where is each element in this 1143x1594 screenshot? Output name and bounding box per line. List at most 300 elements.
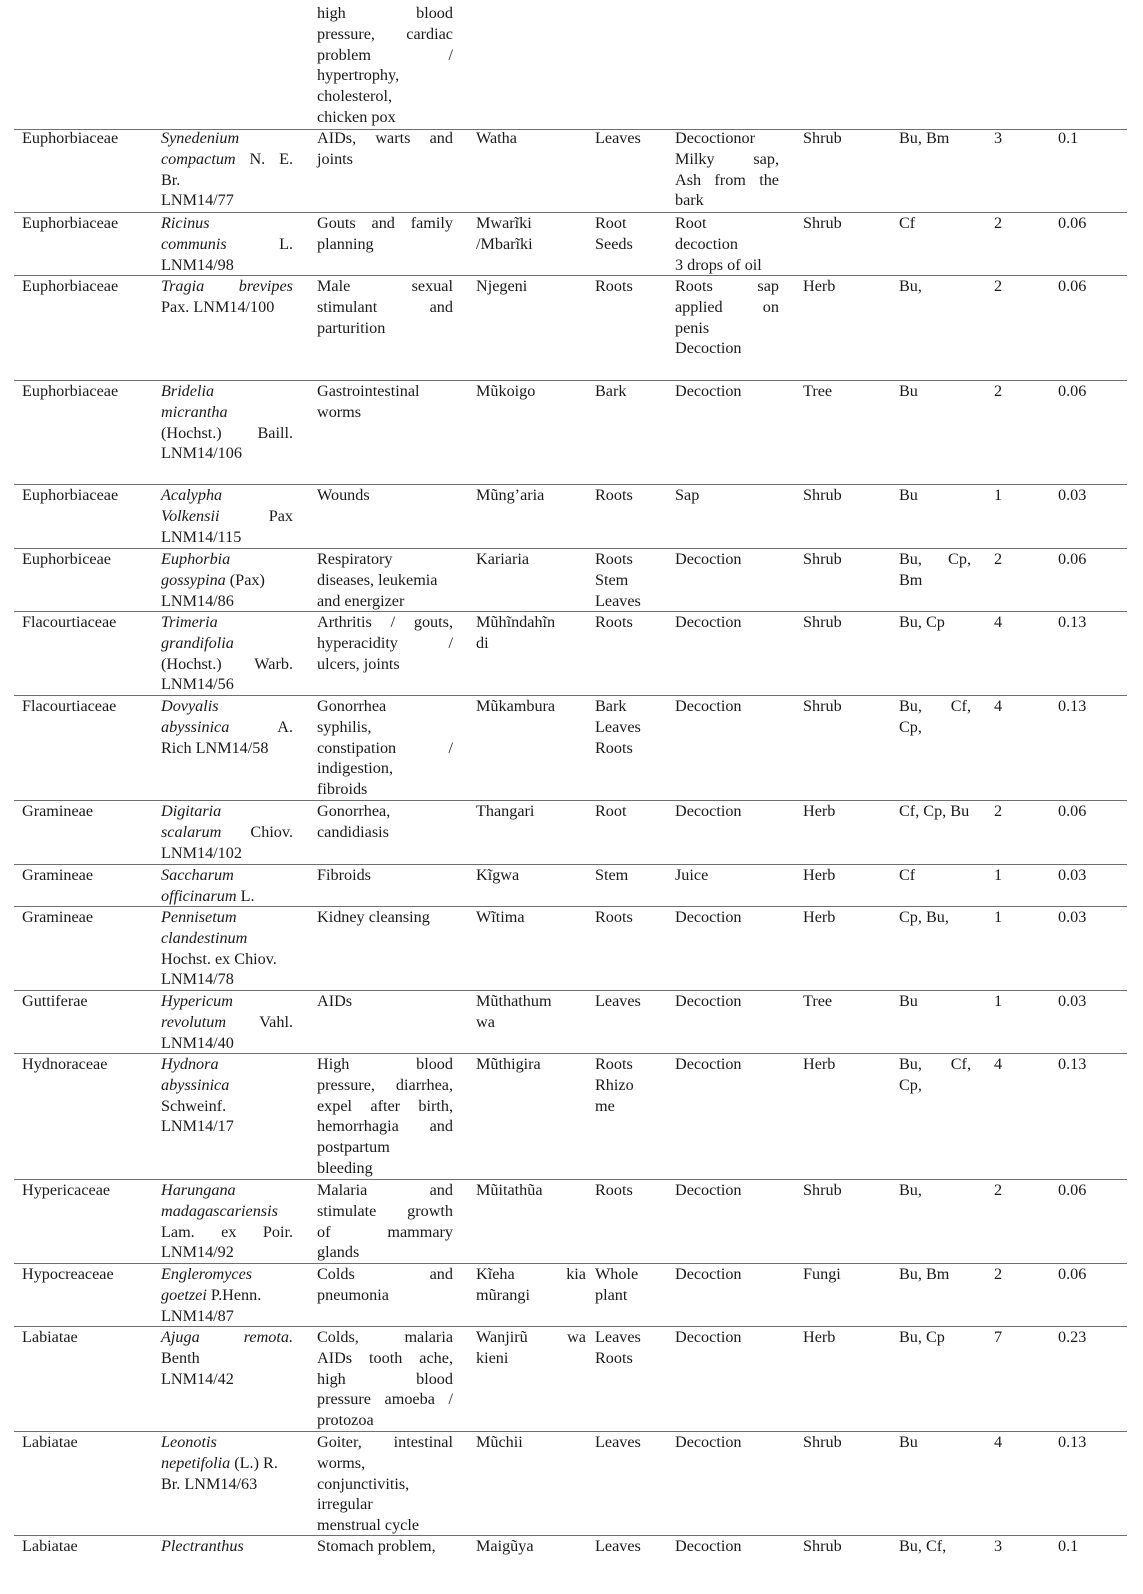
preparation-line: penis: [675, 318, 710, 337]
preparation-line: Decoction: [675, 339, 742, 358]
part-used-cell: [595, 907, 667, 928]
preparation-cell: [675, 801, 779, 822]
part-used-cell: [595, 381, 667, 402]
uses-line: hyperacidity /: [317, 633, 453, 652]
family-cell: Labiatae: [22, 1537, 78, 1555]
uses-cell: [317, 696, 453, 800]
uses-line: Malaria and: [317, 1181, 453, 1199]
local-name-cell: [476, 1264, 586, 1306]
uses-line: protozoa: [317, 1411, 374, 1430]
uses-line: postpartum: [317, 1138, 390, 1157]
species-line: [161, 149, 293, 170]
species-line: [161, 1536, 293, 1557]
uses-cell: [317, 612, 453, 674]
uses-line: of mammary: [317, 1222, 453, 1241]
count-cell: 3: [994, 129, 1003, 147]
part-used-cell: [595, 276, 667, 297]
species-name: communis: [161, 234, 227, 253]
species-line: [161, 190, 293, 211]
species-line: [161, 1054, 293, 1075]
species-line: [161, 1369, 293, 1390]
part-used-cell: [595, 612, 667, 633]
species-name: abyssinica: [161, 717, 230, 736]
value-cell: 0.06: [1058, 382, 1087, 400]
species-line: [161, 423, 293, 444]
habit-cell: Tree: [803, 992, 833, 1010]
preparation-line: Roots sap: [675, 277, 779, 295]
species-cell: [161, 612, 293, 695]
family-cell: Euphorbiaceae: [22, 277, 119, 295]
local-name-line: /Mbarĩki: [476, 234, 533, 253]
preparation-cell: [675, 213, 779, 275]
preparation-line: Decoction: [675, 908, 742, 926]
preparation-cell: [675, 128, 779, 211]
uses-line: worms,: [317, 1453, 366, 1472]
species-line: [161, 549, 293, 570]
species-authority: LNM14/102: [161, 843, 242, 862]
preparation-line: Decoction: [675, 1265, 742, 1283]
species-authority: P.Henn.: [206, 1285, 262, 1304]
species-authority: Lam. ex Poir.: [161, 1222, 293, 1241]
part-used-cell: [595, 865, 667, 886]
species-cell: [161, 485, 293, 547]
local-name-line: Kariaria: [476, 550, 530, 568]
uses-line: Gonorrhea: [317, 697, 387, 715]
preparation-line: Ash from the: [675, 170, 779, 189]
preparation-cell: [675, 1054, 779, 1075]
uses-cell: [317, 907, 453, 928]
local-name-line: Maigũya: [476, 1537, 534, 1555]
species-name: Plectranthus: [161, 1537, 244, 1555]
species-line: [161, 1201, 293, 1222]
habit-cell: Shrub: [803, 1181, 842, 1199]
local-name-line: Mũkambura: [476, 697, 556, 715]
species-line: [161, 991, 293, 1012]
local-name-line: Mũthathum: [476, 992, 552, 1010]
habit-cell: Shrub: [803, 214, 842, 232]
preparation-line: Decoction: [675, 1537, 742, 1555]
local-name-line: Wĩtima: [476, 908, 525, 926]
part-used-line: Roots: [595, 277, 633, 295]
preparation-line: Decoction: [675, 992, 742, 1010]
part-used-line: Leaves: [595, 591, 641, 610]
value-cell: 0.23: [1058, 1328, 1087, 1346]
local-name-cell: [476, 696, 586, 717]
regions-cell: Bu,: [899, 1181, 922, 1199]
preparation-cell: [675, 485, 779, 506]
species-line: [161, 612, 293, 633]
uses-line: joints: [317, 149, 353, 168]
uses-line: stimulant and: [317, 297, 453, 316]
part-used-line: me: [595, 1096, 615, 1115]
local-name-line: Kĩgwa: [476, 866, 520, 884]
family-cell: Labiatae: [22, 1328, 78, 1346]
local-name-line: Njegeni: [476, 277, 528, 295]
species-line: [161, 402, 293, 423]
uses-line: Gastrointestinal: [317, 382, 420, 400]
local-name-cell: [476, 1536, 586, 1557]
uses-line: AIDs: [317, 992, 353, 1010]
local-name-cell: [476, 801, 586, 822]
species-cell: [161, 276, 293, 318]
habit-cell: Herb: [803, 866, 836, 884]
part-used-line: Seeds: [595, 234, 633, 253]
regions-cell: Bu: [899, 382, 918, 400]
preparation-line: Decoction: [675, 1328, 742, 1346]
count-cell: 7: [994, 1328, 1003, 1346]
species-authority: Pax: [219, 506, 293, 525]
local-name-line: Mũkoigo: [476, 382, 536, 400]
species-line: [161, 674, 293, 695]
species-name: Bridelia: [161, 382, 215, 400]
count-cell: 4: [994, 1055, 1003, 1073]
uses-line: pressure amoeba /: [317, 1390, 453, 1409]
part-used-line: Root: [595, 802, 627, 820]
species-authority: LNM14/86: [161, 591, 234, 610]
local-name-line: Mũitathũa: [476, 1181, 543, 1199]
species-line: [161, 485, 293, 506]
part-used-cell: [595, 213, 667, 255]
uses-line: expel after birth,: [317, 1096, 453, 1115]
species-name: Harungana: [161, 1181, 236, 1199]
value-cell: 0.06: [1058, 802, 1087, 820]
preparation-line: Decoction: [675, 697, 742, 715]
habit-cell: Fungi: [803, 1265, 841, 1283]
species-line: [161, 969, 293, 990]
uses-line: Colds, malaria: [317, 1328, 453, 1346]
species-name: revolutum: [161, 1012, 227, 1031]
species-name: Dovyalis: [161, 697, 219, 715]
local-name-cell: [476, 865, 586, 886]
species-cell: [161, 213, 293, 275]
uses-line: Arthritis / gouts,: [317, 613, 453, 631]
value-cell: 0.1: [1058, 129, 1079, 147]
preparation-cell: [675, 1432, 779, 1453]
part-used-cell: [595, 485, 667, 506]
species-line: [161, 1242, 293, 1263]
part-used-cell: [595, 801, 667, 822]
regions-cell: Cf: [899, 214, 916, 232]
species-cell: [161, 1536, 293, 1557]
species-name: remota.: [243, 1328, 293, 1346]
value-cell: 0.03: [1058, 992, 1087, 1010]
local-name-line: mũrangi: [476, 1285, 530, 1304]
count-cell: 2: [994, 1181, 1003, 1199]
species-name: Hydnora: [161, 1055, 219, 1073]
part-used-line: Whole: [595, 1265, 639, 1283]
part-used-line: Leaves: [595, 129, 641, 147]
species-authority: Vahl.: [226, 1012, 293, 1031]
uses-cell: [317, 213, 453, 255]
preparation-line: Decoction: [675, 1055, 742, 1073]
species-line: [161, 1348, 293, 1369]
species-authority: LNM14/42: [161, 1369, 234, 1388]
local-name-cell: [476, 1327, 586, 1369]
uses-line: Fibroids: [317, 866, 371, 884]
species-line: [161, 1453, 293, 1474]
species-name: officinarum: [161, 886, 237, 905]
family-cell: Hydnoraceae: [22, 1055, 108, 1073]
species-line: [161, 443, 293, 464]
uses-line: Goiter, intestinal: [317, 1433, 453, 1451]
preparation-line: Decoction: [675, 1181, 742, 1199]
species-name: Tragia brevipes: [161, 277, 293, 295]
uses-line: High blood: [317, 1055, 453, 1073]
uses-line: high blood: [317, 4, 453, 22]
part-used-line: Stem: [595, 866, 629, 884]
value-cell: 0.13: [1058, 697, 1087, 715]
uses-line: indigestion,: [317, 759, 393, 778]
preparation-line: Milky sap,: [675, 149, 779, 168]
species-authority: Pax. LNM14/100: [161, 297, 275, 316]
preparation-cell: [675, 696, 779, 717]
species-line: [161, 822, 293, 843]
uses-cell: [317, 485, 453, 506]
preparation-cell: [675, 549, 779, 570]
local-name-cell: [476, 128, 586, 149]
uses-line: Colds and: [317, 1265, 453, 1283]
family-cell: Flacourtiaceae: [22, 613, 117, 631]
part-used-line: Roots: [595, 738, 633, 757]
species-line: [161, 276, 293, 297]
habit-cell: Shrub: [803, 613, 842, 631]
regions-cell: Bu: [899, 1433, 918, 1451]
preparation-cell: [675, 381, 779, 402]
species-name: Volkensii: [161, 506, 220, 525]
preparation-cell: [675, 612, 779, 633]
species-line: [161, 907, 293, 928]
species-line: [161, 234, 293, 255]
species-authority: LNM14/17: [161, 1117, 234, 1136]
local-name-cell: [476, 485, 586, 506]
uses-line: AIDs, warts and: [317, 129, 453, 147]
habit-cell: Shrub: [803, 697, 842, 715]
regions-cell: Bu: [899, 486, 918, 504]
preparation-line: decoction: [675, 234, 738, 253]
species-name: Trimeria: [161, 613, 218, 631]
local-name-line: wa: [476, 1012, 495, 1031]
part-used-line: Roots: [595, 908, 633, 926]
preparation-line: Decoction: [675, 802, 742, 820]
uses-line: diseases, leukemia: [317, 570, 438, 589]
part-used-cell: [595, 1054, 667, 1116]
count-cell: 1: [994, 908, 1003, 926]
species-cell: [161, 696, 293, 758]
preparation-line: Decoction: [675, 550, 742, 568]
species-line: [161, 928, 293, 949]
count-cell: 4: [994, 697, 1003, 715]
count-cell: 2: [994, 214, 1003, 232]
habit-cell: Shrub: [803, 1433, 842, 1451]
species-authority: N. E.: [235, 149, 293, 168]
uses-line: AIDs tooth ache,: [317, 1348, 453, 1367]
species-line: [161, 506, 293, 527]
species-line: [161, 591, 293, 612]
species-line: [161, 213, 293, 234]
uses-line: glands: [317, 1243, 360, 1262]
family-cell: Hypericaceae: [22, 1181, 111, 1199]
species-cell: [161, 1264, 293, 1326]
species-line: [161, 738, 293, 759]
uses-line: chicken pox: [317, 107, 396, 126]
species-name: nepetifolia: [161, 1453, 231, 1472]
species-cell: [161, 381, 293, 464]
uses-line: bleeding: [317, 1158, 373, 1177]
local-name-line: kieni: [476, 1348, 509, 1367]
species-authority: Chiov.: [221, 822, 293, 841]
species-cell: [161, 801, 293, 863]
local-name-cell: [476, 213, 586, 255]
value-cell: 0.03: [1058, 866, 1087, 884]
family-cell: Gramineae: [22, 866, 94, 884]
regions-cell: Bu, Cp: [899, 613, 945, 631]
uses-line: Respiratory: [317, 550, 393, 568]
preparation-cell: [675, 276, 779, 359]
preparation-cell: [675, 991, 779, 1012]
value-cell: 0.13: [1058, 613, 1087, 631]
local-name-line: Thangari: [476, 802, 535, 820]
part-used-line: Leaves: [595, 1328, 641, 1346]
preparation-line: Decoctionor: [675, 129, 756, 147]
uses-line: Kidney cleansing: [317, 908, 430, 926]
preparation-line: Decoction: [675, 1433, 742, 1451]
part-used-line: Roots: [595, 550, 633, 568]
species-line: [161, 696, 293, 717]
uses-cell: [317, 549, 453, 611]
species-line: [161, 527, 293, 548]
part-used-line: plant: [595, 1285, 628, 1304]
local-name-line: di: [476, 633, 489, 652]
uses-line: Stomach problem,: [317, 1537, 436, 1555]
species-name: Saccharum: [161, 866, 234, 884]
uses-cell: [317, 3, 453, 128]
preparation-line: applied on: [675, 297, 779, 316]
species-line: [161, 654, 293, 675]
value-cell: 0.06: [1058, 277, 1087, 295]
part-used-line: Stem: [595, 570, 629, 589]
preparation-cell: [675, 1536, 779, 1557]
species-name: Leonotis: [161, 1433, 217, 1451]
family-cell: Flacourtiaceae: [22, 697, 117, 715]
preparation-cell: [675, 1327, 779, 1348]
species-authority: Schweinf.: [161, 1096, 227, 1115]
regions-cell: Bu,: [899, 277, 922, 295]
part-used-line: Root: [595, 214, 627, 232]
uses-cell: [317, 801, 453, 843]
value-cell: 0.06: [1058, 550, 1087, 568]
uses-line: problem /: [317, 45, 453, 64]
species-line: [161, 128, 293, 149]
species-line: [161, 717, 293, 738]
uses-line: ulcers, joints: [317, 654, 400, 673]
uses-cell: [317, 1054, 453, 1179]
part-used-line: Roots: [595, 1348, 633, 1367]
uses-line: high blood: [317, 1369, 453, 1388]
species-authority: LNM14/77: [161, 191, 234, 210]
uses-line: parturition: [317, 318, 386, 337]
uses-cell: [317, 276, 453, 338]
local-name-line: Mũthigira: [476, 1055, 541, 1073]
uses-cell: [317, 1180, 453, 1263]
uses-line: pneumonia: [317, 1285, 389, 1304]
habit-cell: Shrub: [803, 486, 842, 504]
species-line: [161, 1096, 293, 1117]
local-name-cell: [476, 612, 586, 654]
uses-line: hypertrophy,: [317, 66, 400, 85]
species-cell: [161, 865, 293, 907]
part-used-line: Leaves: [595, 992, 641, 1010]
count-cell: 2: [994, 382, 1003, 400]
species-line: [161, 865, 293, 886]
species-authority: Benth: [161, 1348, 200, 1367]
family-cell: Hypocreaceae: [22, 1265, 114, 1283]
uses-cell: [317, 1327, 453, 1431]
value-cell: 0.06: [1058, 1181, 1087, 1199]
species-authority: LNM14/106: [161, 444, 242, 463]
species-authority: L.: [226, 234, 293, 253]
count-cell: 1: [994, 486, 1003, 504]
uses-line: stimulate growth: [317, 1201, 453, 1220]
species-name: Digitaria: [161, 802, 222, 820]
regions-cell: Bu, Cf,: [899, 1537, 947, 1555]
species-line: [161, 633, 293, 654]
local-name-cell: [476, 991, 586, 1033]
part-used-cell: [595, 1180, 667, 1201]
uses-line: irregular: [317, 1495, 373, 1514]
count-cell: 1: [994, 992, 1003, 1010]
uses-line: candidiasis: [317, 822, 389, 841]
regions-cell: Bu: [899, 992, 918, 1010]
species-name: Synedenium: [161, 129, 240, 147]
local-name-line: Mũchii: [476, 1433, 523, 1451]
uses-cell: [317, 381, 453, 423]
species-name: grandifolia: [161, 633, 234, 652]
habit-cell: Herb: [803, 1055, 836, 1073]
species-authority: LNM14/92: [161, 1243, 234, 1262]
species-line: [161, 570, 293, 591]
preparation-line: Root: [675, 214, 707, 232]
uses-line: constipation /: [317, 738, 453, 757]
preparation-line: Sap: [675, 486, 700, 504]
habit-cell: Herb: [803, 908, 836, 926]
species-line: [161, 1180, 293, 1201]
habit-cell: Shrub: [803, 550, 842, 568]
species-authority: (Hochst.) Warb.: [161, 654, 293, 673]
local-name-cell: [476, 549, 586, 570]
species-cell: [161, 907, 293, 990]
local-name-line: Wanjirũ wa: [476, 1328, 586, 1346]
value-cell: 0.06: [1058, 1265, 1087, 1283]
habit-cell: Tree: [803, 382, 833, 400]
species-line: [161, 1116, 293, 1137]
regions-cell: Cp, Bu,: [899, 908, 949, 926]
preparation-cell: [675, 1180, 779, 1201]
family-cell: Labiatae: [22, 1433, 78, 1451]
species-name: Ajuga: [161, 1328, 200, 1346]
family-cell: Euphorbiaceae: [22, 382, 119, 400]
species-cell: [161, 549, 293, 611]
local-name-line: Watha: [476, 129, 517, 147]
family-cell: Euphorbiaceae: [22, 214, 119, 232]
local-name-line: Mũng’aria: [476, 486, 545, 504]
local-name-cell: [476, 1432, 586, 1453]
uses-cell: [317, 991, 453, 1012]
species-name: Ricinus: [161, 214, 210, 232]
species-line: [161, 255, 293, 276]
preparation-cell: [675, 865, 779, 886]
family-cell: Euphorbiaceae: [22, 486, 119, 504]
species-line: [161, 1474, 293, 1495]
